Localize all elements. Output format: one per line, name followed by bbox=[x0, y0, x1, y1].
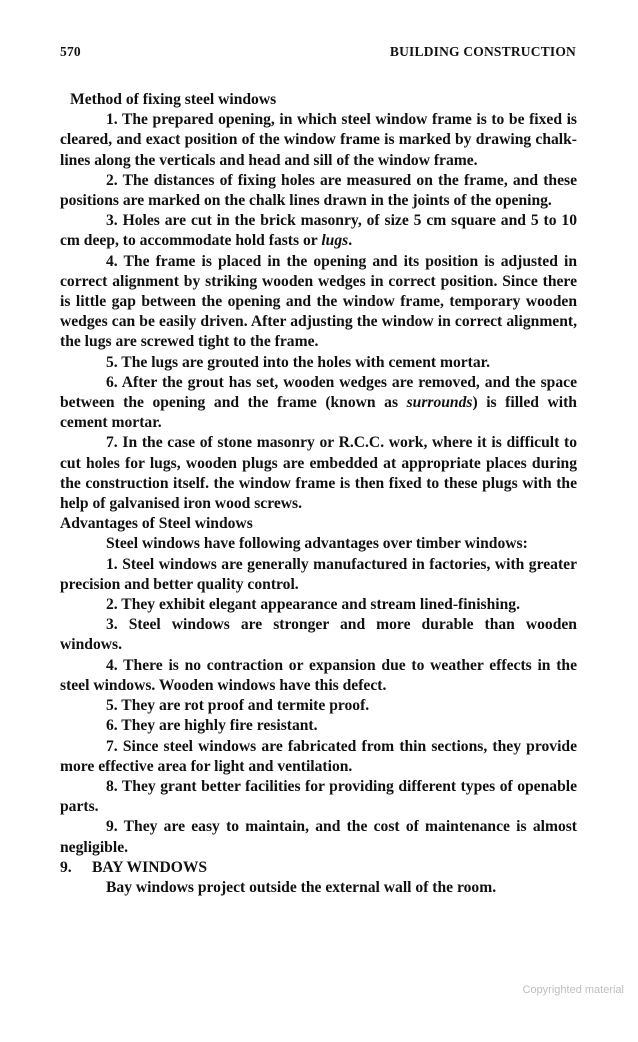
page-header bbox=[60, 44, 576, 60]
paragraph: Bay windows project outside the external wall of the room. bbox=[106, 878, 497, 896]
paragraph: 9. They are easy to maintain, and the cost of maintenance is almost negligible. bbox=[60, 818, 577, 856]
paragraph: 1. The prepared opening, in which steel window frame is to be fixed is cleared, and exact position of the window frame is marked by drawing chalk-lines along the verticals and head and sill of the window frame. bbox=[60, 111, 577, 169]
section-intro: Steel windows have following advantages over timber windows: bbox=[106, 535, 528, 553]
paragraph: 6. After the grout has set, wooden wedges are removed, and the space between the opening and the frame (known as surrounds) is filled with cement mortar. bbox=[60, 373, 577, 432]
italic-term: surrounds bbox=[406, 394, 473, 412]
paragraph: 5. They are rot proof and termite proof. bbox=[106, 697, 370, 715]
paragraph: 5. The lugs are grouted into the holes with cement mortar. bbox=[106, 353, 491, 371]
paragraph: 7. In the case of stone masonry or R.C.C. work, where it is difficult to cut holes for lugs, wooden plugs are embedded at appropriate places during the construction itself. the window frame is then fixed to these plugs with the help of galvanised iron wood screws. bbox=[60, 434, 577, 513]
paragraph: 3. Holes are cut in the brick masonry, of size 5 cm square and 5 to 10 cm deep, to accommodate hold fasts or lugs. bbox=[60, 212, 577, 250]
section-heading-fixing: Method of fixing steel windows bbox=[70, 91, 277, 108]
paragraph: 3. Steel windows are stronger and more durable than wooden windows. bbox=[60, 616, 577, 654]
section-heading-advantages: Advantages of Steel windows bbox=[60, 515, 253, 533]
paragraph: 4. There is no contraction or expansion due to weather effects in the steel windows. Wooden windows have this defect. bbox=[60, 656, 577, 694]
paragraph: 1. Steel windows are generally manufactured in factories, with greater precision and better quality control. bbox=[60, 555, 577, 593]
paragraph: 7. Since steel windows are fabricated from thin sections, they provide more effective area for light and ventilation. bbox=[60, 737, 577, 775]
section-title: BAY WINDOWS bbox=[92, 858, 208, 876]
paragraph: 2. They exhibit elegant appearance and stream lined-finishing. bbox=[106, 596, 520, 614]
paragraph: 8. They grant better facilities for providing different types of openable parts. bbox=[60, 777, 577, 816]
paragraph: 4. The frame is placed in the opening and its position is adjusted in correct alignment by striking wooden wedges in correct position. Since there is little gap between the opening and the window frame, temporary wooden wedges can be easily driven. After adjusting the window in correct alignment, the lugs are screwed tight to the frame. bbox=[60, 252, 577, 351]
page-number: 570 bbox=[60, 44, 81, 59]
copyright-watermark: Copyrighted material bbox=[522, 984, 624, 996]
section-number: 9. bbox=[60, 858, 72, 876]
page-body bbox=[60, 90, 577, 898]
section-heading-bay-windows bbox=[60, 858, 577, 878]
italic-term: lugs bbox=[321, 232, 349, 250]
running-title: BUILDING CONSTRUCTION bbox=[389, 44, 576, 59]
paragraph: 2. The distances of fixing holes are measured on the frame, and these positions are marked on the chalk lines drawn in the joints of the opening. bbox=[60, 171, 577, 210]
paragraph: 6. They are highly fire resistant. bbox=[106, 717, 318, 735]
